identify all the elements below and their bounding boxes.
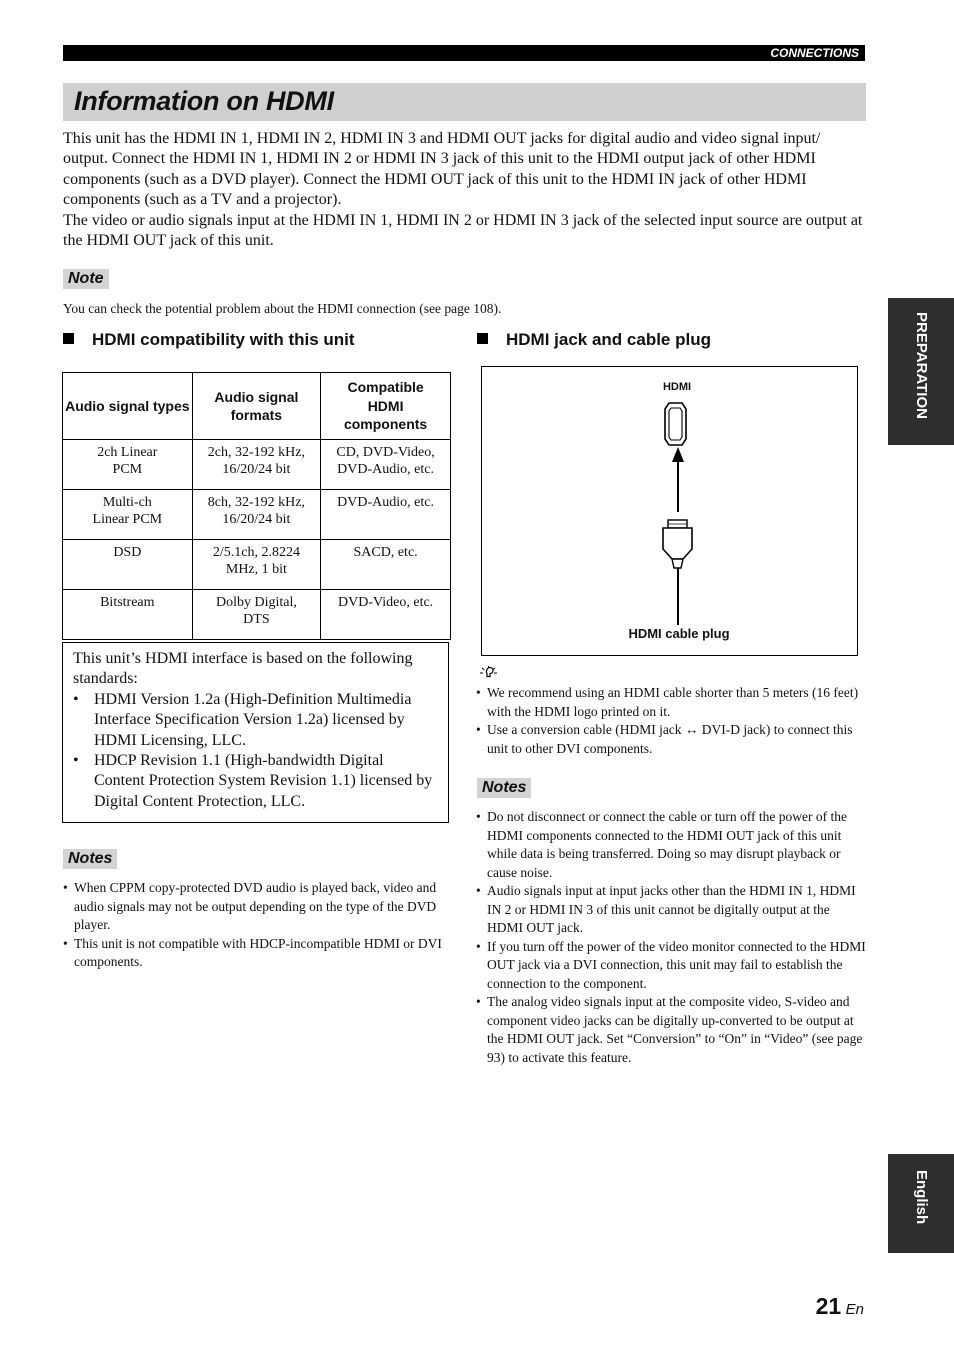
intro-paragraph-1: This unit has the HDMI IN 1, HDMI IN 2, HDMI IN 3 and HDMI OUT jacks for digital audio and video signal input/ output. Connect the HDMI IN 1, HDMI IN 2 or HDMI IN 3 jack of this unit to the HDMI output jack of other HDMI components (such as a DVD player). Connect the HDMI OUT jack of this unit to the HDMI IN jack of other HDMI components (such as a TV and a projector). — [63, 130, 821, 209]
lightbulb-tip-icon — [478, 666, 498, 685]
table-cell: 8ch, 32-192 kHz, 16/20/24 bit — [192, 490, 321, 540]
list-item-text: We recommend using an HDMI cable shorter than 5 meters (16 feet) with the HDMI logo printed on it. — [487, 685, 859, 719]
notes-list-left — [63, 879, 448, 972]
list-item-text: Do not disconnect or connect the cable or turn off the power of the HDMI components connected to the HDMI OUT jack of this unit while data is being transferred. Doing so may disrupt playback or cause noise. — [487, 809, 848, 880]
compat-heading — [63, 330, 355, 350]
table-row — [63, 590, 451, 640]
list-item: • When CPPM copy-protected DVD audio is played back, video and audio signals may not be output depending on the type of the DVD player. — [63, 880, 437, 932]
side-tab-language[interactable] — [888, 1154, 954, 1253]
hdmi-figure — [481, 366, 858, 656]
notes-label-right: Notes — [477, 778, 531, 798]
section-header-label: CONNECTIONS — [770, 46, 859, 60]
jack-heading-text: HDMI jack and cable plug — [506, 330, 711, 349]
list-item: • Audio signals input at input jacks other than the HDMI IN 1, HDMI IN 2 or HDMI IN 3 of this unit cannot be digitally output at the HDMI OUT jack. — [476, 883, 856, 935]
list-item-text: When CPPM copy-protected DVD audio is played back, video and audio signals may not be output depending on the type of the DVD player. — [74, 880, 437, 932]
table-cell: SACD, etc. — [321, 540, 451, 590]
square-bullet-icon — [477, 333, 488, 344]
page-title: Information on HDMI — [74, 86, 334, 116]
table-cell: DSD — [63, 540, 193, 590]
list-item: • We recommend using an HDMI cable shorter than 5 meters (16 feet) with the HDMI logo printed on it. — [476, 685, 859, 719]
list-item: • HDCP Revision 1.1 (High-bandwidth Digital Content Protection System Revision 1.1) licensed by Digital Content Protection, LLC. — [73, 752, 433, 810]
list-item: • If you turn off the power of the video monitor connected to the HDMI OUT jack via a DVI connection, this unit may fail to establish the connection to the component. — [476, 938, 866, 991]
hdmi-plug-icon — [663, 520, 692, 625]
list-item: • Use a conversion cable (HDMI jack ↔ DVI-D jack) to connect this unit to other DVI components. — [476, 722, 853, 756]
compat-heading-text: HDMI compatibility with this unit — [92, 330, 355, 349]
table-cell: 2/5.1ch, 2.8224 MHz, 1 bit — [192, 540, 321, 590]
table-cell: DVD-Audio, etc. — [321, 490, 451, 540]
table-cell: Multi-ch Linear PCM — [63, 490, 193, 540]
list-item-text: HDMI Version 1.2a (High-Definition Multimedia Interface Specification Version 1.2a) licensed by HDMI Licensing, LLC. — [94, 690, 412, 749]
notes-label-left: Notes — [63, 849, 117, 869]
table-cell: Dolby Digital, DTS — [192, 590, 321, 640]
table-cell: CD, DVD-Video, DVD-Audio, etc. — [321, 440, 451, 490]
table-cell: DVD-Video, etc. — [321, 590, 451, 640]
square-bullet-icon — [63, 333, 74, 344]
table-row — [63, 490, 451, 540]
side-tab-preparation[interactable] — [888, 298, 954, 445]
arrow-up-icon — [672, 447, 684, 512]
hdmi-plug-label: HDMI cable plug — [628, 626, 730, 641]
list-item-text: The analog video signals input at the composite video, S-video and component video jacks can be digitally up-converted to be output at the HDMI OUT jack. Set “Conversion” to “On” in “Video” (see page 93) to activate this feature. — [487, 994, 863, 1065]
jack-heading — [477, 330, 711, 350]
table-row — [63, 440, 451, 490]
list-item-text: This unit is not compatible with HDCP-incompatible HDMI or DVI components. — [74, 935, 442, 969]
list-item-text: HDCP Revision 1.1 (High-bandwidth Digital Content Protection System Revision 1.1) licensed by Digital Content Protection, LLC. — [94, 752, 433, 810]
section-header-bar — [63, 45, 865, 61]
page-number — [816, 1293, 864, 1320]
intro-text — [63, 129, 863, 251]
standards-box — [62, 642, 449, 823]
table-header-cell: Audio signal formats — [192, 373, 321, 440]
side-tab-language-label: English — [913, 1170, 930, 1225]
list-item-text: Use a conversion cable (HDMI jack ↔ DVI-D jack) to connect this unit to other DVI components. — [487, 722, 853, 756]
table-header-cell: Audio signal types — [63, 373, 193, 440]
note-text: You can check the potential problem about the HDMI connection (see page 108). — [63, 301, 502, 316]
table-cell: 2ch, 32-192 kHz, 16/20/24 bit — [192, 440, 321, 490]
page-number-suffix: En — [845, 1301, 864, 1318]
list-item: • This unit is not compatible with HDCP-incompatible HDMI or DVI components. — [63, 935, 442, 969]
hdmi-jack-label: HDMI — [662, 381, 692, 393]
hdmi-cable-diagram — [482, 367, 857, 655]
list-item: • HDMI Version 1.2a (High-Definition Multimedia Interface Specification Version 1.2a) licensed by HDMI Licensing, LLC. — [73, 690, 412, 749]
hdmi-jack-icon — [665, 403, 686, 445]
table-row — [63, 540, 451, 590]
standards-intro: This unit’s HDMI interface is based on the following standards: — [73, 650, 413, 688]
table-header-row — [63, 373, 451, 440]
list-item-text: Audio signals input at input jacks other than the HDMI IN 1, HDMI IN 2 or HDMI IN 3 of this unit cannot be digitally output at the HDMI OUT jack. — [487, 883, 856, 935]
table-header-cell: Compatible HDMI components — [321, 373, 451, 440]
intro-paragraph-2: The video or audio signals input at the HDMI IN 1, HDMI IN 2 or HDMI IN 3 jack of the selected input source are output at the HDMI OUT jack of this unit. — [63, 211, 863, 250]
note-label: Note — [63, 269, 109, 289]
compatibility-table — [62, 372, 451, 640]
tips-list — [476, 684, 866, 758]
side-tab-preparation-label: PREPARATION — [913, 312, 930, 419]
list-item: • Do not disconnect or connect the cable or turn off the power of the HDMI components connected to the HDMI OUT jack of this unit while data is being transferred. Doing so may disrupt playback or cause noise. — [476, 809, 848, 880]
standards-list — [73, 690, 438, 812]
page-number-value: 21 — [815, 1293, 842, 1319]
notes-list-right — [476, 808, 866, 1067]
table-cell: Bitstream — [63, 590, 193, 640]
table-cell: 2ch Linear PCM — [63, 440, 193, 490]
title-bar — [63, 83, 866, 121]
list-item: • The analog video signals input at the composite video, S-video and component video jacks can be digitally up-converted to be output at the HDMI OUT jack. Set “Conversion” to “On” in “Video” (see page 93) to activate this feature. — [476, 994, 863, 1065]
list-item-text: If you turn off the power of the video monitor connected to the HDMI OUT jack via a DVI connection, this unit may fail to establish the connection to the component. — [487, 938, 866, 991]
